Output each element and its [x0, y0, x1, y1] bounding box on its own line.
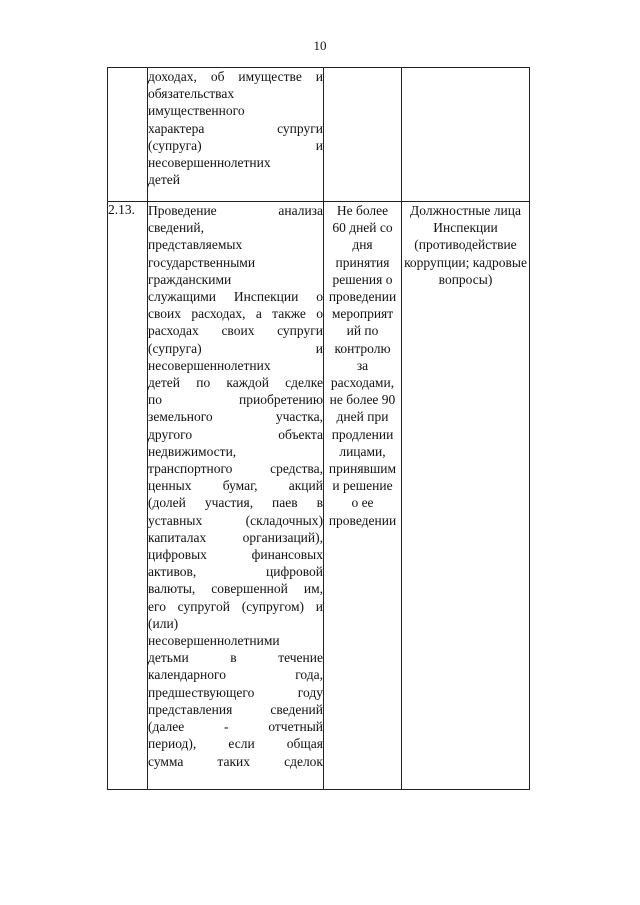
text-line: (противодействие	[414, 237, 517, 253]
text-line: его супругой (супругом) и	[148, 598, 323, 614]
text-line: (далее - отчетный	[148, 719, 323, 735]
text-line: доходах, об имуществе и	[148, 69, 323, 84]
cell-responsible	[402, 202, 530, 790]
text-line: по приобретению	[148, 392, 323, 408]
text-line: сведений,	[148, 220, 205, 236]
table-row-2-13	[108, 202, 530, 790]
cell-responsible-empty	[402, 68, 530, 202]
text-line: другого объекта	[148, 426, 323, 442]
text-line: уставных (складочных)	[148, 512, 323, 528]
text-line: (долей участия, паев в	[148, 495, 323, 511]
text-line: несовершеннолетних	[148, 155, 271, 171]
text-line: (супруга) и	[148, 137, 323, 153]
text-line: обязательствах	[148, 86, 235, 102]
cell-number-empty	[108, 68, 148, 202]
text-line: представления сведений	[148, 701, 323, 717]
text-line: детей по каждой сделке	[148, 375, 323, 391]
text-line: дней при	[336, 409, 389, 425]
text-line: земельного участка,	[148, 409, 323, 425]
cell-action-continuation	[148, 68, 324, 202]
text-line: предшествующего году	[148, 684, 323, 700]
text-line: решения о	[332, 271, 393, 287]
text-line: сумма таких сделок	[148, 753, 323, 769]
table-row-continuation	[108, 68, 530, 202]
text-line: ценных бумаг, акций	[148, 478, 323, 494]
text-line: коррупции; кадровые	[404, 254, 527, 270]
text-line: активов, цифровой	[148, 564, 323, 580]
text-line: вопросы)	[438, 271, 493, 287]
text-line: детьми в течение	[148, 650, 323, 666]
cell-action	[148, 202, 324, 790]
text-line: несовершеннолетних	[148, 357, 271, 373]
cell-term	[324, 202, 402, 790]
text-line: цифровых финансовых	[148, 547, 323, 563]
text-line: 60 дней со	[332, 220, 393, 236]
text-line: лицами,	[339, 443, 386, 459]
text-line: о ее	[351, 495, 374, 511]
text-line: Инспекции	[433, 220, 498, 236]
text-line: проведении	[328, 512, 397, 528]
text-line: проведении	[328, 289, 397, 305]
text-line: гражданскими	[148, 271, 232, 287]
measures-table	[107, 67, 530, 790]
text-line: расходами,	[330, 375, 395, 391]
text-line: капиталах организаций),	[148, 529, 323, 545]
text-line: не более 90	[329, 392, 396, 408]
text-line: Должностные лица	[410, 203, 521, 218]
text-line: период), если общая	[148, 736, 323, 752]
text-line: своих расходах, а также о	[148, 306, 323, 322]
text-line: транспортного средства,	[148, 461, 323, 477]
text-line: расходах своих супруги	[148, 323, 323, 339]
text-line: представляемых	[148, 237, 243, 253]
text-line: календарного года,	[148, 667, 323, 683]
text-line: имущественного	[148, 103, 245, 119]
text-line: государственными	[148, 254, 256, 270]
text-line: мероприят	[331, 306, 394, 322]
text-line: Проведение анализа	[148, 203, 323, 218]
text-line: Не более	[336, 203, 389, 218]
page-number: 10	[313, 38, 327, 53]
text-line: продлении	[331, 426, 394, 442]
text-line: валюты, совершенной им,	[148, 581, 323, 597]
text-line: несовершеннолетними	[148, 633, 280, 649]
text-line: принятия	[335, 254, 390, 270]
text-line: контролю	[334, 340, 391, 356]
text-line: дня	[352, 237, 373, 253]
text-line: (или)	[148, 615, 179, 631]
text-line: принявшим	[328, 461, 397, 477]
cell-term-empty	[324, 68, 402, 202]
text-line: (супруга) и	[148, 340, 323, 356]
text-line: и решение	[332, 478, 393, 494]
cell-number: 2.13.	[108, 202, 148, 790]
text-line: служащими Инспекции о	[148, 289, 323, 305]
text-line: характера супруги	[148, 120, 323, 136]
text-line: ий по	[346, 323, 379, 339]
text-line: детей	[148, 172, 180, 188]
text-line: за	[356, 357, 369, 373]
text-line: недвижимости,	[148, 443, 237, 459]
